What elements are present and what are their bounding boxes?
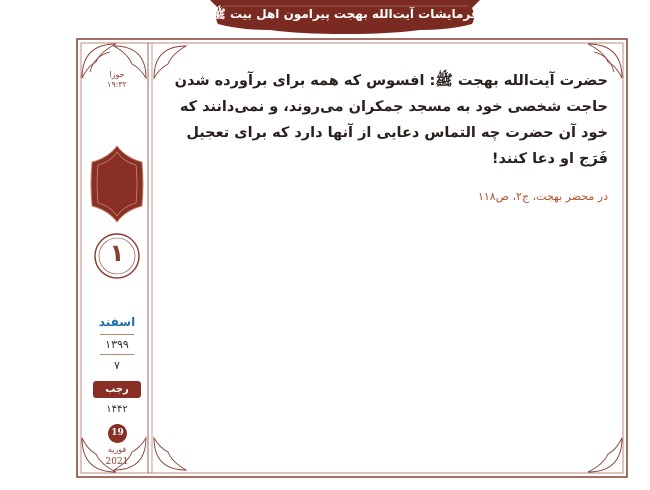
weekday-label: جمعه — [99, 112, 135, 128]
lunar-day: ۷ — [114, 359, 120, 372]
lunar-month-badge — [93, 381, 141, 398]
gregorian-day-badge — [108, 424, 127, 443]
gregorian-day: 19 — [111, 428, 124, 438]
date-sidebar — [84, 52, 150, 477]
quote-source: در محضر بهجت، ج۲، ص۱۱۸ — [477, 190, 608, 203]
divider — [100, 334, 134, 335]
gregorian-year: 2021 — [105, 457, 129, 467]
gregorian-month-top: جوزا — [109, 70, 125, 79]
quote-text: حضرت آیت‌الله بهجت ﷺ: افسوس که همه برای برآورده شدن حاجت شخصی خود به مسجد جمکران می‌روند، و نمی‌دانند که خود آن حضرت چه التماس دعایی از آنها دارد که برای تعجیل فَرَج او دعا کنند! — [174, 73, 608, 167]
lunar-year: ۱۴۴۲ — [106, 404, 128, 415]
gregorian-year-top: ۱۹:۳۲ — [107, 80, 127, 89]
top-banner — [210, 0, 480, 34]
gregorian-month: فوریه — [107, 445, 127, 454]
day-number: ۱ — [109, 239, 125, 267]
weekday-badge — [88, 144, 146, 224]
solar-year: ۱۳۹۹ — [105, 338, 129, 351]
solar-month: اسفند — [98, 315, 136, 329]
banner-title: فرمایشات آیت‌الله بهجت پیرامون اهل بیت ﷺ — [211, 7, 479, 21]
lunar-month: رجب — [105, 384, 129, 395]
divider — [100, 354, 134, 355]
